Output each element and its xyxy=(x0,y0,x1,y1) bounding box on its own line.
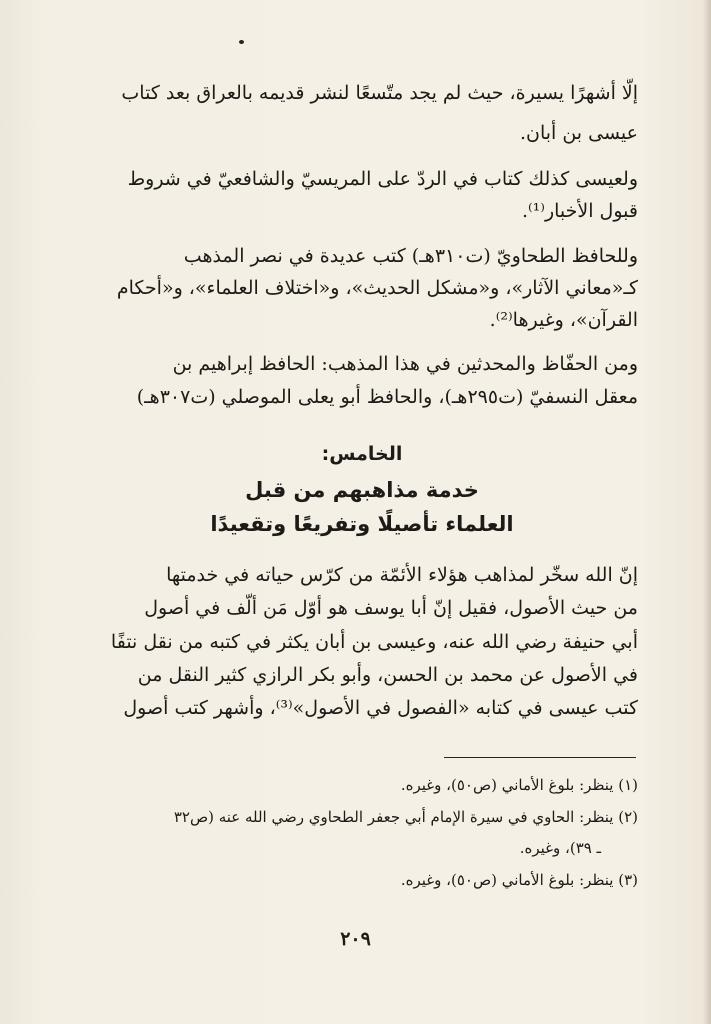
footnote-2-line-1: (٢) ينظر: الحاوي في سيرة الإمام أبي جعفر الطحاوي رضي الله عنه (ص٣٢ xyxy=(173,808,638,826)
section-title-line-1: خدمة مذاهبهم من قبل xyxy=(245,478,479,502)
page-number: ٢٠٩ xyxy=(340,928,371,950)
footnote-3: (٣) ينظر: بلوغ الأماني (ص٥٠)، وغيره. xyxy=(400,871,638,889)
section-title-line-2: العلماء تأصيلًا وتفريعًا وتقعيدًا xyxy=(210,512,514,536)
body-line-9: معقل النسفيّ (ت٢٩٥هـ)، والحافظ أبو يعلى الموصلي (ت٣٠٧هـ) xyxy=(136,386,638,408)
section-line-2: من حيث الأصول، فقيل إنّ أبا يوسف هو أوّل مَن ألّف في أصول xyxy=(144,597,638,619)
body-line-3: ولعيسى كذلك كتاب في الردّ على المريسيّ والشافعيّ في شروط xyxy=(127,168,638,190)
section-line-4: في الأصول عن محمد بن الحسن، وأبو بكر الرازي كثير النقل من xyxy=(137,664,638,686)
footnote-separator xyxy=(444,757,636,758)
body-line-6: كـ«معاني الآثار»، و«مشكل الحديث»، و«اختلاف العلماء»، و«أحكام xyxy=(116,277,638,299)
section-line-3: أبي حنيفة رضي الله عنه، وعيسى بن أبان يكثر في كتبه من نقل نتفًا xyxy=(110,631,638,653)
section-line-5: كتب عيسى في كتابه «الفصول في الأصول»⁽³⁾، وأشهر كتب أصول xyxy=(123,697,638,719)
body-line-4: قبول الأخبار⁽¹⁾. xyxy=(521,200,638,222)
footnote-2-line-2: ـ ٣٩)، وغيره. xyxy=(519,839,601,857)
body-line-8: ومن الحفّاظ والمحدثين في هذا المذهب: الحافظ إبراهيم بن xyxy=(172,353,638,375)
footnote-1: (١) ينظر: بلوغ الأماني (ص٥٠)، وغيره. xyxy=(400,776,638,794)
body-line-5: وللحافظ الطحاويّ (ت٣١٠هـ) كتب عديدة في نصر المذهب xyxy=(183,245,638,267)
body-line-7: القرآن»، وغيرها⁽²⁾. xyxy=(489,309,638,331)
body-line-1: إلَّا أشهرًا يسيرة، حيث لم يجد متّسعًا لنشر قديمه بالعراق بعد كتاب xyxy=(121,82,638,104)
section-line-1: إنّ الله سخّر لمذاهب هؤلاء الأئمّة من كرّس حياته في خدمتها xyxy=(166,564,638,586)
body-line-2: عيسى بن أبان. xyxy=(519,122,638,144)
ink-speck xyxy=(239,40,244,44)
page-edge-shadow xyxy=(703,0,711,1024)
section-label: الخامس: xyxy=(321,443,403,465)
